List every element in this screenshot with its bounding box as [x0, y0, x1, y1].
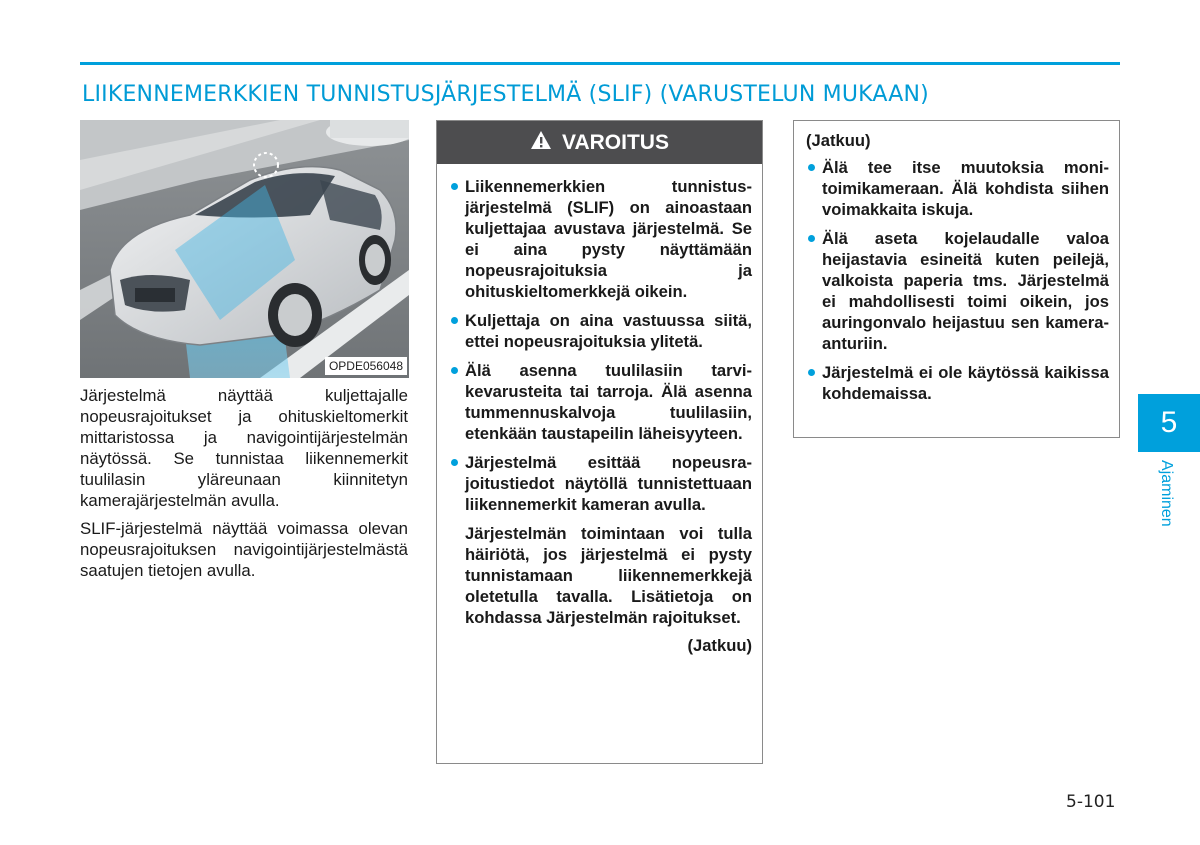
warning-title: VAROITUS	[562, 130, 669, 154]
continued-warning-box	[793, 120, 1120, 438]
warning-box	[436, 120, 763, 764]
section-title: LIIKENNEMERKKIEN TUNNISTUSJÄRJESTELMÄ (SLIF) (VARUSTELUN MUKAAN)	[82, 82, 929, 107]
intro-paragraph-2: SLIF-järjestelmä näyttää voimassa olevan nopeusrajoituksen navigointijärjestelmästä saatujen tietojen avulla.	[80, 519, 408, 580]
warning-list	[449, 176, 752, 515]
warning-content	[449, 176, 752, 656]
warning-item: Kuljettaja on aina vastuussa siitä, ettei nopeusrajoituksia ylitetä.	[449, 310, 752, 352]
figure-code: OPDE056048	[325, 357, 407, 375]
warning-extra-paragraph: Järjestelmän toimintaan voi tulla häiriötä, jos järjestelmä ei pysty tunnistamaan liikennemerkkejä oletetulla tavalla. Lisätietoja on kohdassa Järjestelmän rajoitukset.	[465, 524, 752, 627]
chapter-tab-label: Ajaminen	[1158, 460, 1175, 527]
continued-item: Älä tee itse muutoksia monitoimikameraan. Älä kohdista siihen voimakkaita iskuja.	[806, 157, 1109, 220]
warning-item: Älä asenna tuulilasiin tarvikevarusteita tai tarroja. Älä asenna tummennuskalvoja tuulilasiin, etenkään taustapeilin läheisyyteen.	[449, 360, 752, 444]
car-illustration	[80, 120, 409, 378]
warning-continues-label: (Jatkuu)	[687, 636, 752, 655]
warning-item: Liikennemerkkien tunnistusjärjestelmä (SLIF) on ainoastaan kuljettajaa avustava järjestelmä. Se ei aina pysty näyttämään nopeusrajoituksia ja ohituskieltomerkkejä oikein.	[449, 176, 752, 302]
intro-paragraph-1: Järjestelmä näyttää kuljettajalle nopeusrajoitukset ja ohituskieltomerkit mittaristossa ja navigointijärjestelmän näytössä. Se tunnistaa liikennemerkit tuulilasin yläreunaan kiinnitetyn kamerajärjestelmän avulla.	[80, 386, 408, 510]
continued-label: (Jatkuu)	[806, 131, 871, 150]
warning-header	[437, 121, 762, 164]
continued-list	[806, 157, 1109, 412]
continued-item: Älä aseta kojelaudalle valoa heijastavia esineitä kuten peilejä, valkoista paperia tms. Järjestelmä ei mahdollisesti toimi oikein, jos auringonvalo heijastuu sen kamera-anturiin.	[806, 228, 1109, 354]
page-number: 5-101	[1066, 792, 1116, 812]
chapter-tab-number[interactable]: 5	[1138, 394, 1200, 452]
continued-item: Järjestelmä ei ole käytössä kaikissa kohdemaissa.	[806, 362, 1109, 404]
car-camera-illustration	[80, 120, 409, 378]
top-rule	[80, 62, 1120, 65]
warning-item: Järjestelmä esittää nopeusrajoitustiedot näytöllä tunnistettuaan liikennemerkit kameran avulla.	[449, 452, 752, 515]
warning-triangle-icon	[530, 130, 552, 156]
